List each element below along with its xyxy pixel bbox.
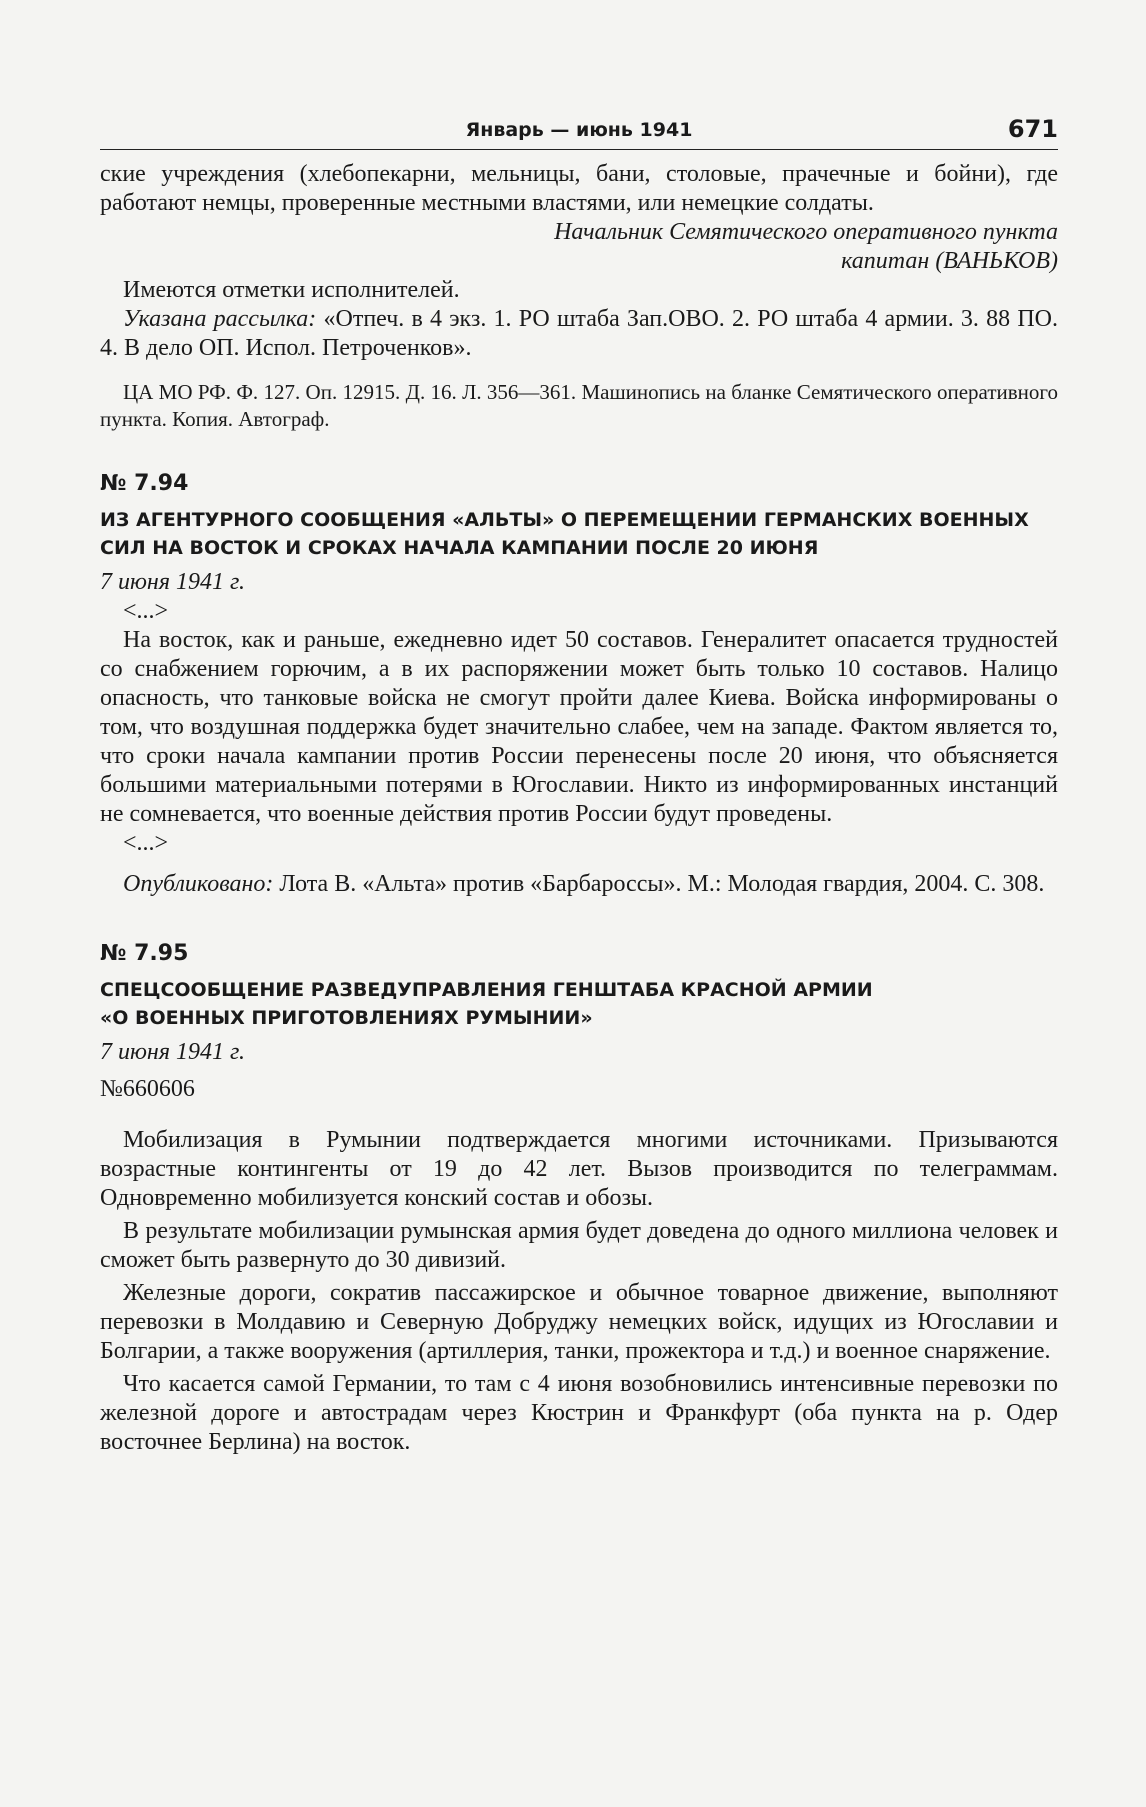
ellipsis: <...> [123,830,169,856]
ellipsis: <...> [123,598,169,624]
doc-title-line: «О ВОЕННЫХ ПРИГОТОВЛЕНИЯХ РУМЫНИИ» [100,1007,593,1029]
page-content [100,160,1058,1457]
distribution-note [100,305,1058,363]
doc-title: ИЗ АГЕНТУРНОГО СООБЩЕНИЯ «АЛЬТЫ» О ПЕРЕМЕЩЕНИИ ГЕРМАНСКИХ ВОЕННЫХ СИЛ НА ВОСТОК И СРОКАХ НАЧАЛА КАМПАНИИ ПОСЛЕ 20 ИЮНЯ [100,509,1029,559]
paragraph: Имеются отметки исполнителей. [123,277,460,303]
paragraph: ские учреждения (хлебопекарни, мельницы, бани, столовые, прачечные и бойни), где работают немцы, проверенные местными властями, или немецкие солдаты. [100,161,1058,216]
page-header [100,115,1058,150]
running-title: Январь — июнь 1941 [465,119,693,141]
archive-source: ЦА МО РФ. Ф. 127. Оп. 12915. Д. 16. Л. 356—361. Машинопись на бланке Семятического оперативного пункта. Копия. Автограф. [100,380,1058,431]
reg-number: №660606 [100,1076,195,1102]
doc-number: № 7.94 [100,471,189,496]
distribution-label: Указана рассылка: [123,306,317,332]
published-note [100,870,1058,899]
doc-7-94 [100,469,1058,899]
doc-7-93-tail [100,160,1058,433]
published-text: Лота В. «Альта» против «Барбароссы». М.: Молодая гвардия, 2004. С. 308. [279,871,1045,897]
paragraph: В результате мобилизации румынская армия будет доведена до одного миллиона человек и сможет быть развернуто до 30 дивизий. [100,1218,1058,1273]
doc-7-95 [100,939,1058,1457]
signature-line: капитан (ВАНЬКОВ) [841,248,1058,274]
paragraph: Что касается самой Германии, то там с 4 июня возобновились интенсивные перевозки по железной дороге и автострадам через Кюстрин и Франкфурт (оба пункта на р. Одер восточнее Берлина) на восток. [100,1371,1058,1455]
paragraph: На восток, как и раньше, ежедневно идет 50 составов. Генералитет опасается трудностей со снабжением горючим, а в их распоряжении может быть только 10 составов. Налицо опасность, что танковые войска не смогут пройти далее Киева. Войска информированы о том, что воздушная поддержка будет значительно слабее, чем на западе. Фактом является то, что сроки начала кампании против России перенесены после 20 июня, что объясняется большими материальными потерями в Югославии. Никто из информированных инстанций не сомневается, что военные действия против России будут проведены. [100,627,1058,827]
page-number: 671 [1007,115,1058,143]
doc-date: 7 июня 1941 г. [100,569,246,595]
doc-title-line: СПЕЦСООБЩЕНИЕ РАЗВЕДУПРАВЛЕНИЯ ГЕНШТАБА КРАСНОЙ АРМИИ [100,979,873,1001]
doc-number: № 7.95 [100,941,189,966]
published-label: Опубликовано: [123,871,274,897]
doc-date: 7 июня 1941 г. [100,1039,246,1065]
paragraph: Мобилизация в Румынии подтверждается многими источниками. Призываются возрастные контингенты от 19 до 42 лет. Вызов производится по телеграммам. Одновременно мобилизуется конский состав и обозы. [100,1127,1058,1211]
paragraph: Железные дороги, сократив пассажирское и обычное товарное движение, выполняют перевозки в Молдавию и Северную Добруджу немецких войск, идущих из Югославии и Болгарии, а также вооружения (артиллерия, танки, прожектора и т.д.) и военное снаряжение. [100,1280,1058,1364]
signature-line: Начальник Семятического оперативного пункта [554,219,1058,245]
distribution-text: «Отпеч. в 4 экз. 1. РО штаба Зап.ОВО. 2. РО штаба 4 армии. 3. 88 ПО. 4. В дело ОП. Испол. Петроченков». [100,306,1058,361]
